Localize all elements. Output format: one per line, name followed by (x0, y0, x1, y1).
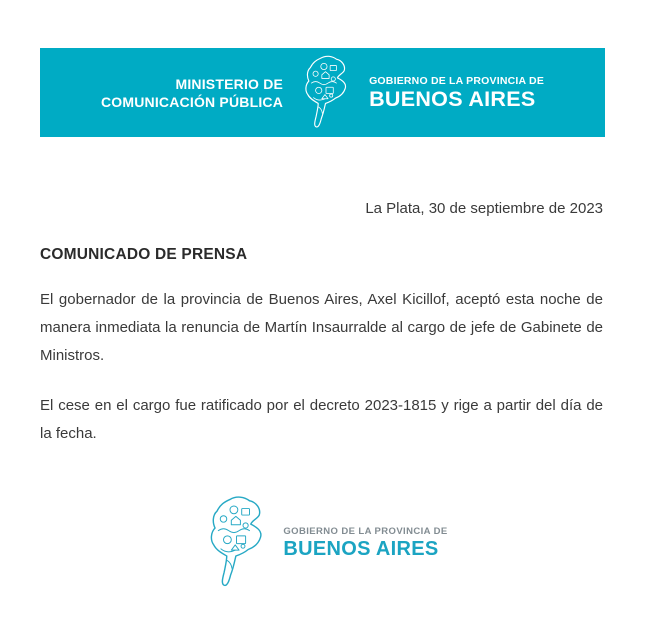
paragraph-2: El cese en el cargo fue ratificado por el decreto 2023-1815 y rige a partir del día de la fecha. (40, 397, 603, 442)
press-release-body (40, 137, 603, 448)
ministry-line1: MINISTERIO DE (175, 75, 284, 92)
header-banner (40, 48, 605, 137)
province-map-icon (204, 494, 269, 592)
ministry-line2: COMUNICACIÓN PÚBLICA (100, 93, 284, 110)
footer-government-title (283, 525, 447, 561)
footer-logo (0, 494, 652, 592)
ministry-title (101, 75, 283, 111)
government-line2: BUENOS AIRES (369, 86, 536, 111)
footer-government-line1: GOBIERNO DE LA PROVINCIA DE (283, 526, 448, 537)
government-title (369, 75, 544, 111)
press-release-heading: COMUNICADO DE PRENSA (40, 246, 248, 263)
province-map-icon (300, 54, 352, 132)
paragraph-1: El gobernador de la provincia de Buenos Aires, Axel Kicillof, aceptó esta noche de manera inmediata la renuncia de Martín Insaurralde al cargo de jefe de Gabinete de Ministros. (40, 291, 603, 364)
footer-government-line2: BUENOS AIRES (283, 538, 439, 560)
government-line1: GOBIERNO DE LA PROVINCIA DE (369, 74, 545, 87)
dateline: La Plata, 30 de septiembre de 2023 (365, 200, 603, 217)
